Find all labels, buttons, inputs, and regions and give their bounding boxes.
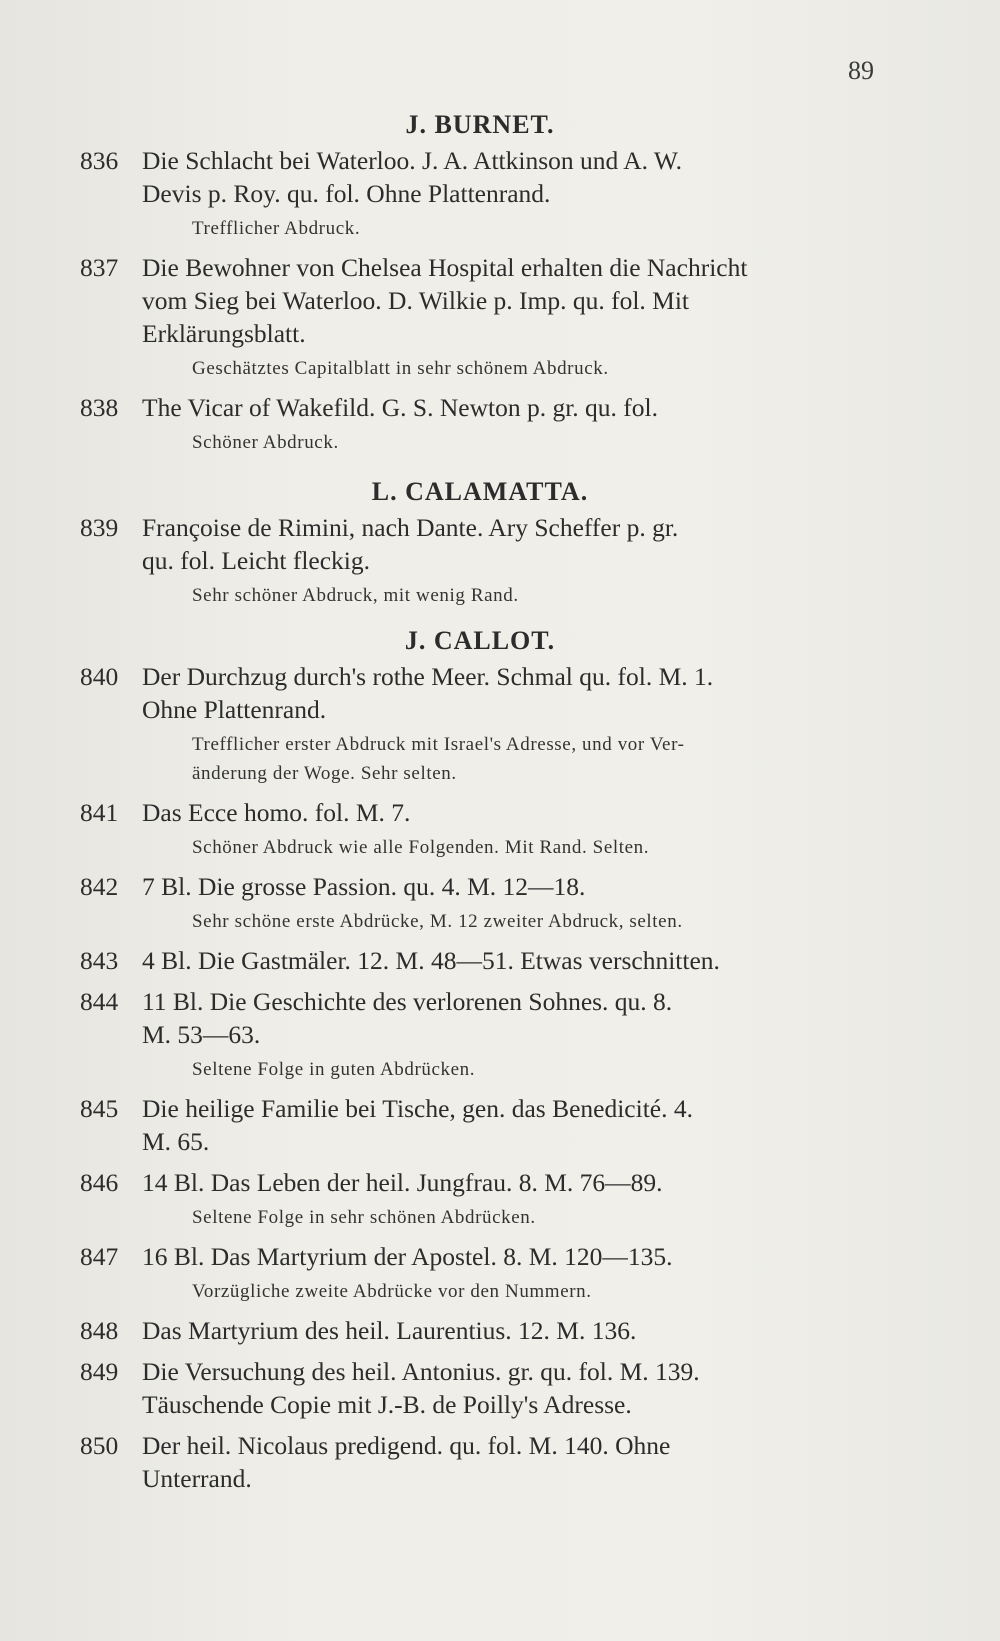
section-heading: J. BURNET. — [405, 110, 555, 139]
entry-text: vom Sieg bei Waterloo. D. Wilkie p. Imp. qu. fol. Mit — [142, 286, 690, 315]
entry-line — [80, 985, 880, 1018]
entry-note: Vorzügliche zweite Abdrücke vor den Nummern. — [192, 1281, 592, 1302]
section-heading: J. CALLOT. — [404, 626, 556, 655]
entry-note: änderung der Woge. Sehr selten. — [192, 763, 457, 784]
entry-line — [80, 1388, 880, 1421]
entry-line — [80, 1092, 880, 1125]
entry-line — [80, 144, 880, 177]
entry-text: Das Martyrium des heil. Laurentius. 12. M. 136. — [142, 1316, 637, 1345]
entry-line — [80, 1355, 880, 1388]
entry-text: Die heilige Familie bei Tische, gen. das Benedicité. 4. — [142, 1094, 693, 1123]
entry-note: Seltene Folge in sehr schönen Abdrücken. — [192, 1207, 536, 1228]
catalog-entry — [80, 796, 880, 862]
entry-text: Täuschende Copie mit J.-B. de Poilly's Adresse. — [142, 1390, 632, 1419]
entry-line — [80, 1462, 880, 1495]
entry-line — [80, 391, 880, 424]
entry-text: Das Ecce homo. fol. M. 7. — [142, 798, 411, 827]
entry-text: 4 Bl. Die Gastmäler. 12. M. 48—51. Etwas verschnitten. — [142, 946, 720, 975]
entry-line — [80, 944, 880, 977]
catalog-entry — [80, 511, 880, 610]
catalog-entry — [80, 1429, 880, 1495]
entry-text: Unterrand. — [142, 1464, 252, 1493]
entry-text: Der heil. Nicolaus predigend. qu. fol. M. 140. Ohne — [142, 1431, 671, 1460]
entry-text: M. 65. — [142, 1127, 210, 1156]
entry-number: 838 — [80, 393, 119, 422]
entry-note: Sehr schöner Abdruck, mit wenig Rand. — [192, 585, 519, 606]
entry-text: The Vicar of Wakefild. G. S. Newton p. gr. qu. fol. — [142, 393, 659, 422]
entry-line — [80, 511, 880, 544]
catalog-section — [80, 624, 880, 1495]
catalog-entry — [80, 1355, 880, 1421]
section-heading: L. CALAMATTA. — [371, 477, 589, 506]
entry-number: 837 — [80, 253, 119, 282]
entry-number: 845 — [80, 1094, 119, 1123]
entry-number: 842 — [80, 872, 119, 901]
entry-note: Trefflicher erster Abdruck mit Israel's Adresse, und vor Ver- — [192, 734, 685, 755]
entry-line — [80, 544, 880, 577]
entry-number: 840 — [80, 662, 119, 691]
catalog-entry — [80, 660, 880, 788]
entry-text: Die Versuchung des heil. Antonius. gr. qu. fol. M. 139. — [142, 1357, 700, 1386]
entry-note: Sehr schöne erste Abdrücke, M. 12 zweiter Abdruck, selten. — [192, 911, 683, 932]
entry-line — [80, 693, 880, 726]
entry-text: 7 Bl. Die grosse Passion. qu. 4. M. 12—18. — [142, 872, 586, 901]
entry-text: 16 Bl. Das Martyrium der Apostel. 8. M. 120—135. — [142, 1242, 673, 1271]
catalog-entry — [80, 1314, 880, 1347]
entry-text: Die Schlacht bei Waterloo. J. A. Attkinson und A. W. — [142, 146, 683, 175]
entry-note: Trefflicher Abdruck. — [192, 218, 361, 239]
catalog-entry — [80, 251, 880, 383]
catalog-entry — [80, 1240, 880, 1306]
entry-text: M. 53—63. — [142, 1020, 261, 1049]
entry-text: Devis p. Roy. qu. fol. Ohne Plattenrand. — [142, 179, 551, 208]
catalog-entry — [80, 870, 880, 936]
entry-number: 850 — [80, 1431, 119, 1460]
entry-line — [80, 1018, 880, 1051]
entry-text: Der Durchzug durch's rothe Meer. Schmal qu. fol. M. 1. — [142, 662, 714, 691]
entry-line — [80, 1125, 880, 1158]
entry-text: Die Bewohner von Chelsea Hospital erhalten die Nachricht — [142, 253, 748, 282]
entry-number: 841 — [80, 798, 119, 827]
entry-note: Schöner Abdruck. — [192, 432, 339, 453]
entry-note: Geschätztes Capitalblatt in sehr schönem Abdruck. — [192, 358, 609, 379]
entry-line — [80, 177, 880, 210]
catalog-entry — [80, 144, 880, 243]
entry-text: Ohne Plattenrand. — [142, 695, 327, 724]
entry-number: 844 — [80, 987, 119, 1016]
entry-text: 14 Bl. Das Leben der heil. Jungfrau. 8. M. 76—89. — [142, 1168, 663, 1197]
entry-number: 836 — [80, 146, 119, 175]
page-number: 89 — [848, 56, 874, 85]
entry-line — [80, 870, 880, 903]
catalog-section — [80, 475, 880, 610]
entry-number: 849 — [80, 1357, 119, 1386]
entry-number: 847 — [80, 1242, 119, 1271]
entry-number: 848 — [80, 1316, 119, 1345]
catalog-section — [80, 108, 880, 457]
entry-line — [80, 1429, 880, 1462]
entry-text: Erklärungsblatt. — [142, 319, 306, 348]
entry-text: Françoise de Rimini, nach Dante. Ary Scheffer p. gr. — [142, 513, 679, 542]
entry-number: 839 — [80, 513, 119, 542]
entry-text: 11 Bl. Die Geschichte des verlorenen Sohnes. qu. 8. — [142, 987, 673, 1016]
entry-line — [80, 1240, 880, 1273]
catalog-entry — [80, 985, 880, 1084]
catalog-entry — [80, 1092, 880, 1158]
entry-line — [80, 796, 880, 829]
entry-line — [80, 660, 880, 693]
catalog-entry — [80, 1166, 880, 1232]
catalog-entry — [80, 391, 880, 457]
entry-line — [80, 1166, 880, 1199]
entry-number: 843 — [80, 946, 119, 975]
entry-note: Schöner Abdruck wie alle Folgenden. Mit Rand. Selten. — [192, 837, 650, 858]
entry-line — [80, 251, 880, 284]
entry-line — [80, 284, 880, 317]
entry-line — [80, 317, 880, 350]
catalog-content — [80, 108, 880, 1495]
catalog-entry — [80, 944, 880, 977]
entry-number: 846 — [80, 1168, 119, 1197]
entry-note: Seltene Folge in guten Abdrücken. — [192, 1059, 476, 1080]
entry-text: qu. fol. Leicht fleckig. — [142, 546, 371, 575]
entry-line — [80, 1314, 880, 1347]
